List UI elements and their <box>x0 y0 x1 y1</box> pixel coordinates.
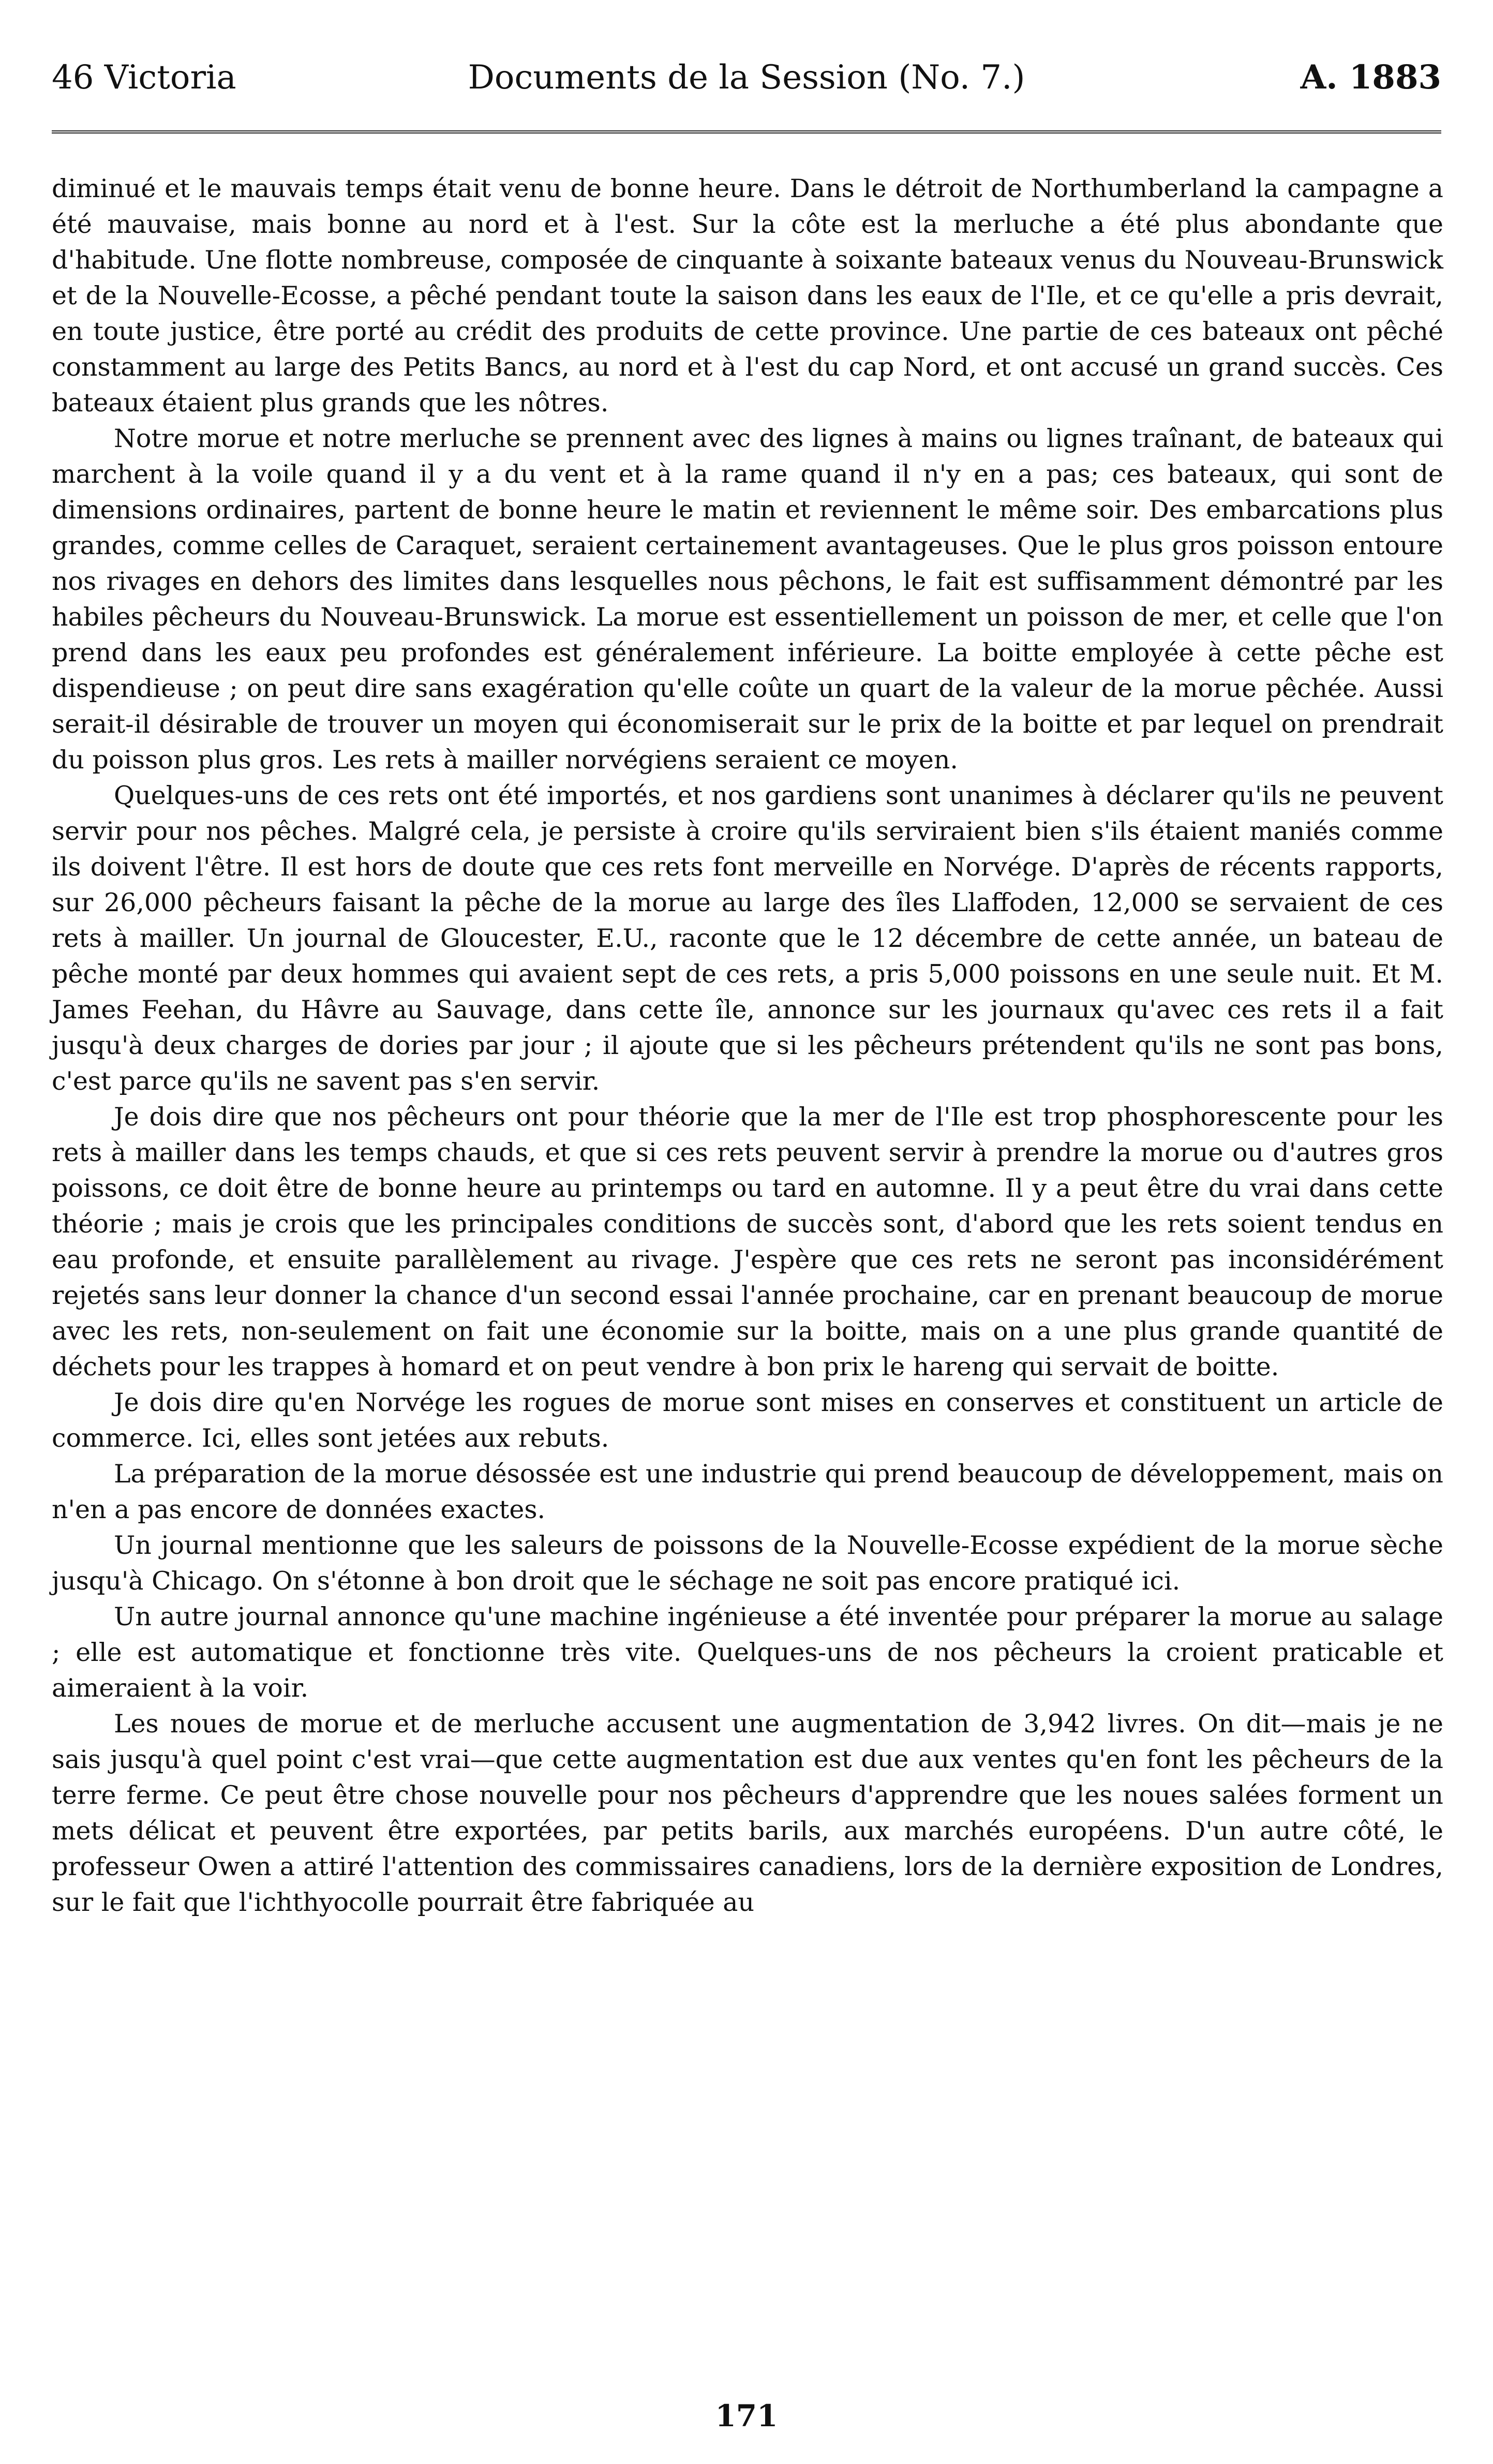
paragraph: Je dois dire que nos pêcheurs ont pour théorie que la mer de l'Ile est trop phosphorescente pour les rets à mailler dans les temps chauds, et que si ces rets peuvent servir à prendre la morue ou d'autres gros poissons, ce doit être de bonne heure au printemps ou tard en automne. Il y a peut être du vrai dans cette théorie ; mais je crois que les principales conditions de succès sont, d'abord que les rets soient tendus en eau profonde, et ensuite parallèlement au rivage. J'espère que ces rets ne seront pas inconsidérément rejetés sans leur donner la chance d'un second essai l'année prochaine, car en prenant beaucoup de morue avec les rets, non-seulement on fait une économie sur la boitte, mais on a une plus grande quantité de déchets pour les trappes à homard et on peut vendre à bon prix le hareng qui servait de boitte. <box>52 1102 1443 1382</box>
running-header <box>52 49 1441 106</box>
paragraph: Un journal mentionne que les saleurs de poissons de la Nouvelle-Ecosse expédient de la morue sèche jusqu'à Chicago. On s'étonne à bon droit que le séchage ne soit pas encore pratiqué ici. <box>52 1531 1443 1596</box>
paragraph: Notre morue et notre merluche se prennent avec des lignes à mains ou lignes traînant, de bateaux qui marchent à la voile quand il y a du vent et à la rame quand il n'y en a pas; ces bateaux, qui sont de dimensions ordinaires, partent de bonne heure le matin et reviennent le même soir. Des embarcations plus grandes, comme celles de Caraquet, seraient certainement avantageuses. Que le plus gros poisson entoure nos rivages en dehors des limites dans lesquelles nous pêchons, le fait est suffisamment démontré par les habiles pêcheurs du Nouveau-Brunswick. La morue est essentiellement un poisson de mer, et celle que l'on prend dans les eaux peu profondes est généralement inférieure. La boitte employée à cette pêche est dispendieuse ; on peut dire sans exagération qu'elle coûte un quart de la valeur de la morue pêchée. Aussi serait-il désirable de trouver un moyen qui économiserait sur le prix de la boitte et par lequel on prendrait du poisson plus gros. Les rets à mailler norvégiens seraient ce moyen. <box>52 424 1443 775</box>
header-year: A. 1883 <box>1300 58 1441 97</box>
paragraph: diminué et le mauvais temps était venu de bonne heure. Dans le détroit de Northumberland la campagne a été mauvaise, mais bonne au nord et à l'est. Sur la côte est la merluche a été plus abondante que d'habitude. Une flotte nombreuse, composée de cinquante à soixante bateaux venus du Nouveau-Brunswick et de la Nouvelle-Ecosse, a pêché pendant toute la saison dans les eaux de l'Ile, et ce qu'elle a pris devrait, en toute justice, être porté au crédit des produits de cette province. Une partie de ces bateaux ont pêché constamment au large des Petits Bancs, au nord et à l'est du cap Nord, et ont accusé un grand succès. Ces bateaux étaient plus grands que les nôtres. <box>52 174 1443 418</box>
header-title: Documents de la Session (No. 7.) <box>468 58 1025 97</box>
header-volume: 46 Victoria <box>52 58 236 97</box>
paragraph: Je dois dire qu'en Norvége les rogues de morue sont mises en conserves et constituent un article de commerce. Ici, elles sont jetées aux rebuts. <box>52 1388 1443 1453</box>
body-text <box>52 171 1443 1920</box>
header-rule <box>52 130 1441 133</box>
page-number: 171 <box>715 2398 778 2433</box>
paragraph: La préparation de la morue désossée est une industrie qui prend beaucoup de développement, mais on n'en a pas encore de données exactes. <box>52 1459 1443 1524</box>
paragraph: Un autre journal annonce qu'une machine ingénieuse a été inventée pour préparer la morue au salage ; elle est automatique et fonctionne très vite. Quelques-uns de nos pêcheurs la croient praticable et aimeraient à la voir. <box>52 1602 1443 1703</box>
paragraph: Les noues de morue et de merluche accusent une augmentation de 3,942 livres. On dit—mais je ne sais jusqu'à quel point c'est vrai—que cette augmentation est due aux ventes qu'en font les pêcheurs de la terre ferme. Ce peut être chose nouvelle pour nos pêcheurs d'apprendre que les noues salées forment un mets délicat et peuvent être exportées, par petits barils, aux marchés européens. D'un autre côté, le professeur Owen a attiré l'attention des commissaires canadiens, lors de la dernière exposition de Londres, sur le fait que l'ichthyocolle pourrait être fabriquée au <box>52 1709 1443 1917</box>
paragraph: Quelques-uns de ces rets ont été importés, et nos gardiens sont unanimes à déclarer qu'ils ne peuvent servir pour nos pêches. Malgré cela, je persiste à croire qu'ils serviraient bien s'ils étaient maniés comme ils doivent l'être. Il est hors de doute que ces rets font merveille en Norvége. D'après de récents rapports, sur 26,000 pêcheurs faisant la pêche de la morue au large des îles Llaffoden, 12,000 se servaient de ces rets à mailler. Un journal de Gloucester, E.U., raconte que le 12 décembre de cette année, un bateau de pêche monté par deux hommes qui avaient sept de ces rets, a pris 5,000 poissons en une seule nuit. Et M. James Feehan, du Hâvre au Sauvage, dans cette île, annonce sur les journaux qu'avec ces rets il a fait jusqu'à deux charges de dories par jour ; il ajoute que si les pêcheurs prétendent qu'ils ne sont pas bons, c'est parce qu'ils ne savent pas s'en servir. <box>52 781 1443 1096</box>
